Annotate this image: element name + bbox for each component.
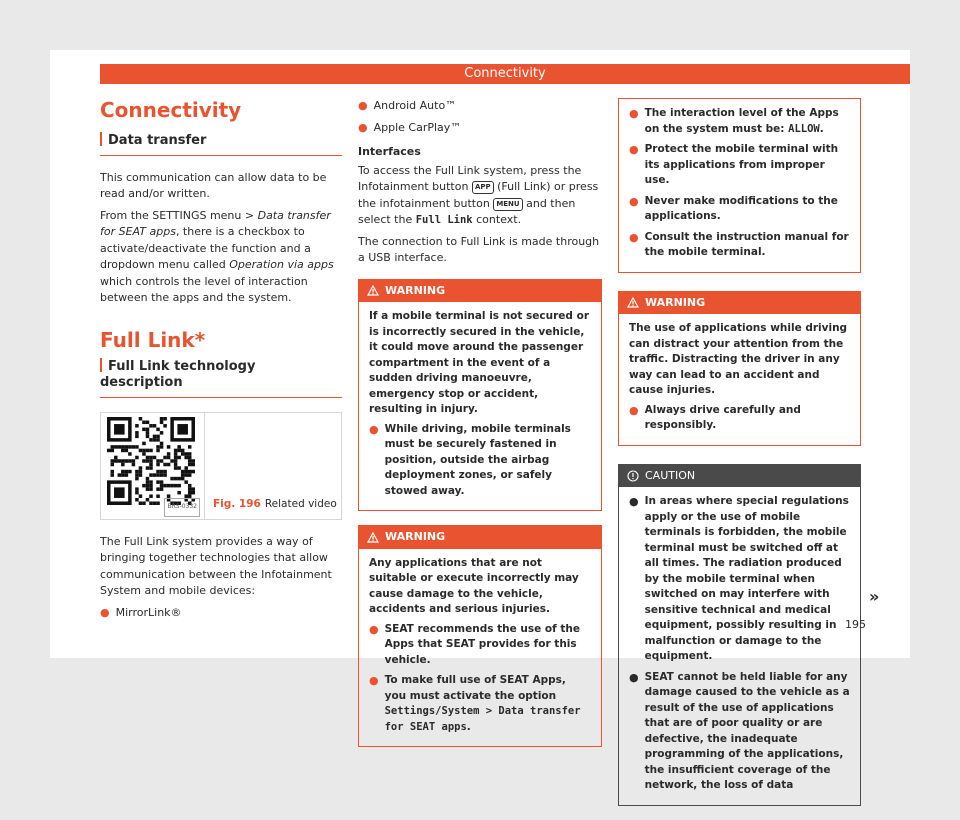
warning-box-3: WARNING The use of applications while driving can distract your attention from the traffic. Distracting the driver in any way can lead to an accident and cause injuries. ● Always drive carefully and responsibly. xyxy=(618,291,861,446)
paragraph: From the SETTINGS menu > Data transfer for SEAT apps, there is a checkbox to activate/deactivate the function and a dropdown menu called Operation via apps which controls the level of interaction between the apps and the system. xyxy=(100,208,334,304)
continue-arrow-icon: » xyxy=(869,587,880,606)
interfaces-heading: Interfaces xyxy=(358,145,421,158)
menu-button-icon: MENU xyxy=(493,198,522,211)
warning-header: WARNING xyxy=(359,526,601,549)
warning-triangle-icon xyxy=(627,297,639,308)
qr-code-icon[interactable] xyxy=(101,413,205,519)
app-button-icon: APP xyxy=(472,181,494,194)
subsection-full-link-description: Full Link technology description xyxy=(100,358,342,398)
warning-box-1: WARNING If a mobile terminal is not secured or is incorrectly secured in the vehicle, it could move around the passenger compartment in the event of a sudden driving manoeuvre, emergency stop or accident, resulting in injury. ● While driving, mobile terminals must be securely fastened in position, outside the airbag deployment zones, or safely stowed away. xyxy=(358,279,602,512)
figure-196 xyxy=(100,412,342,520)
paragraph: This communication can allow data to be read and/or written. xyxy=(100,170,327,200)
paragraph: The Full Link system provides a way of bringing together technologies that allow communication between the Infotainment System and mobile devices: xyxy=(100,534,332,597)
warning-box-2: WARNING Any applications that are not suitable or execute incorrectly may cause damage to the vehicle, accidents and serious injuries. ● SEAT recommends the use of the Apps that SEAT provides for this vehicle. ● To make full use of SEAT Apps, you must activate the option Settings/System > Data transfer for SEAT apps. xyxy=(358,525,602,747)
page-number: 195 xyxy=(845,618,866,631)
caution-circle-icon xyxy=(627,470,639,482)
warning-header: WARNING xyxy=(359,280,601,303)
column-1 xyxy=(100,98,342,626)
manual-page xyxy=(50,50,910,791)
list-item: ● MirrorLink® xyxy=(100,605,182,619)
list-item: ● Android Auto™ xyxy=(358,99,457,112)
page-header: Connectivity xyxy=(100,64,910,84)
subsection-data-transfer: Data transfer xyxy=(100,132,342,156)
column-3 xyxy=(618,98,861,820)
warning-continued-box: ● The interaction level of the Apps on the system must be: ALLOW. ● Protect the mobile terminal with its applications from improper use. ● Never make modifications to the applications. ● Consult the instruction manual for the mobile terminal. xyxy=(618,98,861,273)
caution-header: CAUTION xyxy=(619,465,860,488)
paragraph: To access the Full Link system, press the Infotainment button APP (Full Link) or press the infotainment button MENU and then select the Full Link context. xyxy=(358,163,599,226)
column-2 xyxy=(358,98,602,761)
caution-box: CAUTION ● In areas where special regulations apply or the use of mobile terminals is forbidden, the mobile terminal must be switched off at all times. The radiation produced by the mobile terminal when switched on may interfere with sensitive technical and medical equipment, possibly resulting in malfunction or damage to the equipment. ● SEAT cannot be held liable for any damage caused to the vehicle as a result of the use of applications that are of poor quality or are defective, the inadequate programming of the applications, the insufficient coverage of the network, the loss of data xyxy=(618,464,861,806)
section-title-full-link: Full Link* xyxy=(100,327,206,352)
paragraph: The connection to Full Link is made through a USB interface. xyxy=(358,234,600,264)
list-item: ● Apple CarPlay™ xyxy=(358,120,462,134)
section-title: Connectivity xyxy=(100,98,242,122)
warning-triangle-icon xyxy=(367,532,379,543)
warning-triangle-icon xyxy=(367,285,379,296)
warning-header: WARNING xyxy=(619,292,860,315)
figure-caption: Fig. 196 Related video xyxy=(213,498,337,510)
figure-code: BRS-0332 xyxy=(164,498,200,517)
